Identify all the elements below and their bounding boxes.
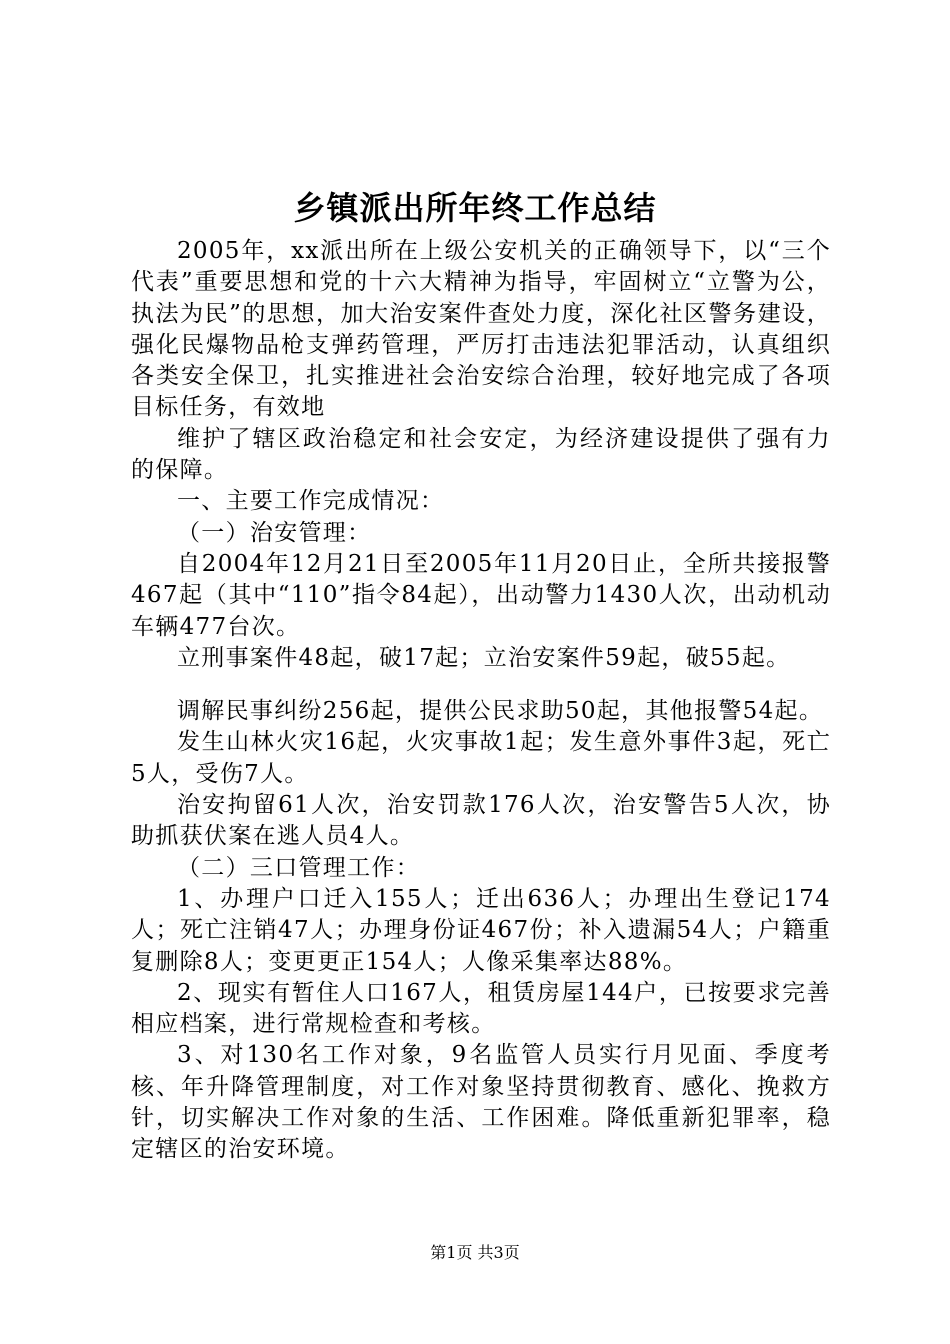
paragraph-supervised-persons: 3、对130名工作对象，9名监管人员实行月见面、季度考核、年升降管理制度，对工作对象坚持贯彻教育、感化、挽救方针，切实解决工作对象的生活、工作困难。降低重新犯罪率，稳定辖区的治安环境。 — [131, 1042, 831, 1163]
paragraph-intro: 2005年，xx派出所在上级公安机关的正确领导下，以“三个代表”重要思想和党的十六大精神为指导，牢固树立“立警为公，执法为民”的思想，加大治安案件查处力度，深化社区警务建设，强化民爆物品枪支弹药管理，严厉打击违法犯罪活动，认真组织各类安全保卫，扎实推进社会治安综合治理，较好地完成了各项目标任务，有效地 — [131, 238, 831, 421]
paragraph-intro-continued: 维护了辖区政治稳定和社会安定，为经济建设提供了强有力的保障。 — [131, 425, 831, 484]
paragraph-detentions: 治安拘留61人次，治安罚款176人次，治安警告5人次，协助抓获伏案在逃人员4人。 — [131, 792, 831, 850]
subsection-heading-public-security: （一）治安管理： — [177, 519, 372, 546]
paragraph-household-registration: 1、办理户口迁入155人；迁出636人；办理出生登记174人；死亡注销47人；办理身份证467份；补入遗漏54人；户籍重复删除8人；变更更正154人；人像采集率达88%。 — [131, 885, 831, 975]
page-footer: 第1页 共3页 — [430, 1243, 520, 1262]
paragraph-police-calls: 自2004年12月21日至2005年11月20日止，全所共接报警467起（其中“110”指令84起），出动警力1430人次，出动机动车辆477台次。 — [131, 550, 831, 640]
paragraph-civil-disputes: 调解民事纠纷256起，提供公民求助50起，其他报警54起。 — [177, 698, 824, 725]
document-body — [131, 236, 831, 1166]
subsection-heading-household-management: （二）三口管理工作： — [177, 854, 420, 881]
paragraph-temporary-residents: 2、现实有暂住人口167人，租赁房屋144户，已按要求完善相应档案，进行常规检查和考核。 — [131, 979, 831, 1038]
document-title: 乡镇派出所年终工作总结 — [293, 189, 657, 227]
paragraph-criminal-cases: 立刑事案件48起，破17起；立治安案件59起，破55起。 — [177, 644, 791, 671]
section-heading-main-work: 一、主要工作完成情况： — [177, 488, 445, 515]
paragraph-fires-accidents: 发生山林火灾16起，火灾事故1起；发生意外事件3起，死亡5人，受伤7人。 — [131, 729, 831, 787]
